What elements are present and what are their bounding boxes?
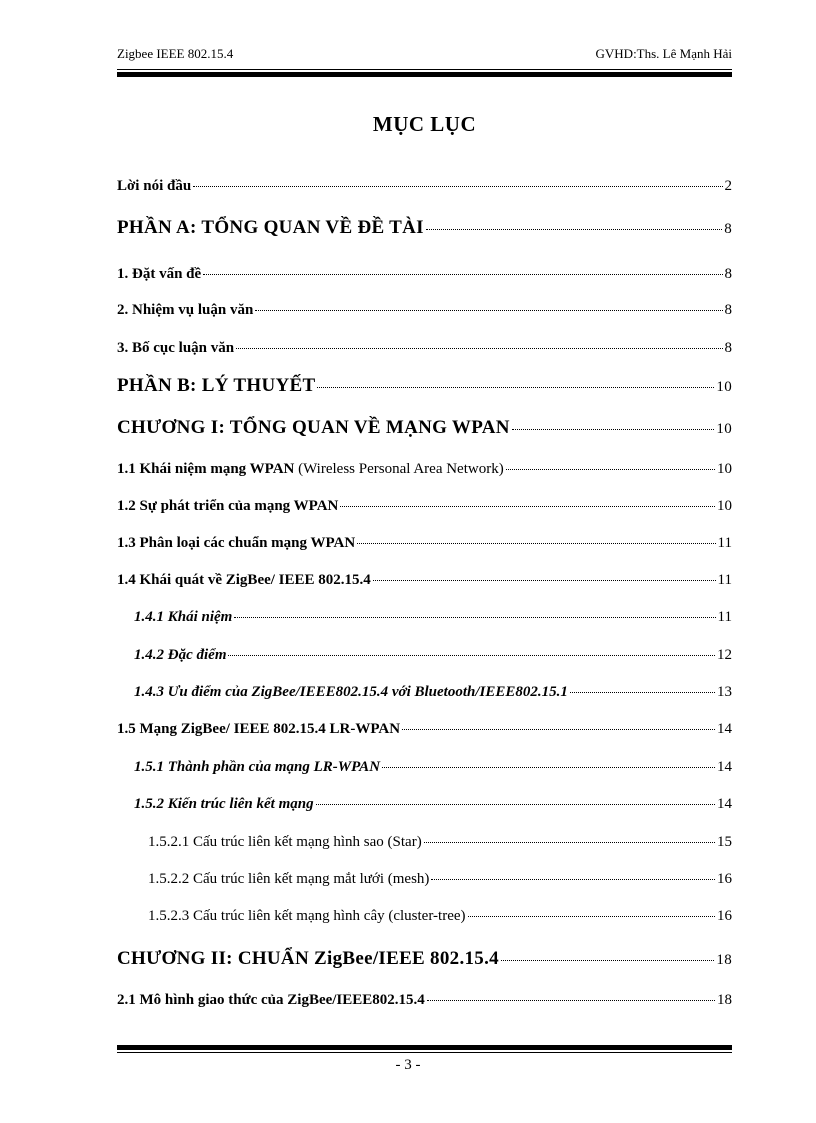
toc-entry	[117, 535, 732, 552]
toc-entry-page: 8	[724, 340, 732, 356]
toc-entry	[117, 340, 732, 357]
toc-entry	[134, 759, 732, 776]
toc-entry	[117, 417, 732, 439]
toc-entry-page: 18	[717, 992, 732, 1008]
toc-entry	[117, 572, 732, 589]
toc-entry-page: 16	[717, 908, 732, 924]
toc-entry-page: 15	[717, 834, 732, 850]
toc-entry	[117, 992, 732, 1009]
toc-entry	[117, 266, 732, 283]
toc-entry-label: 1.5.2 Kiến trúc liên kết mạng	[134, 796, 314, 812]
toc-entry-label: 1.5.2.2 Cấu trúc liên kết mạng mắt lưới (mesh)	[148, 871, 430, 887]
toc-entry-label: 1.4.3 Ưu điểm của ZigBee/IEEE802.15.4 với Bluetooth/IEEE802.15.1	[134, 684, 568, 700]
toc-entry-label: 1.4 Khái quát về ZigBee/ IEEE 802.15.4	[117, 572, 371, 588]
toc-entry-label: 2. Nhiệm vụ luận văn	[117, 302, 254, 318]
toc-entry-label: PHẦN B: LÝ THUYẾT	[117, 375, 316, 396]
page-title: MỤC LỤC	[372, 112, 477, 136]
header-rule	[117, 69, 732, 77]
toc-entry	[148, 908, 732, 925]
toc-entry-page: 14	[717, 759, 732, 775]
toc-entry-page: 10	[716, 379, 732, 395]
toc-entry-page: 8	[724, 221, 732, 237]
toc-entry-label: 1.3 Phân loại các chuẩn mạng WPAN	[117, 535, 356, 551]
toc-entry-label-suffix: (Wireless Personal Area Network)	[294, 461, 504, 477]
toc-entry-page: 11	[717, 572, 732, 588]
header-right-text: GVHD:Ths. Lê Mạnh Hải	[595, 46, 732, 61]
toc-entry-page: 14	[717, 721, 732, 737]
toc-entry	[134, 647, 732, 664]
toc-entry-label: 1.5.1 Thành phần của mạng LR-WPAN	[134, 759, 381, 775]
toc-entry-page: 11	[717, 609, 732, 625]
toc-entry-page: 10	[716, 421, 732, 437]
toc-entry-label: 1.4.1 Khái niệm	[134, 609, 233, 625]
toc-entry	[117, 375, 732, 397]
toc-entry-label: 1.2 Sự phát triển của mạng WPAN	[117, 498, 339, 514]
toc-entry-label: 1.5.2.1 Cấu trúc liên kết mạng hình sao (Star)	[148, 834, 422, 850]
toc-entry-label: 3. Bố cục luận văn	[117, 340, 235, 356]
toc-entry	[134, 796, 732, 813]
toc-entry-label: 1.5 Mạng ZigBee/ IEEE 802.15.4 LR-WPAN	[117, 721, 401, 737]
page-number: - 3 -	[395, 1057, 421, 1073]
footer-rule	[117, 1043, 732, 1053]
toc-entry-label: PHẦN A: TỔNG QUAN VỀ ĐỀ TÀI	[117, 217, 424, 238]
toc-entry-page: 12	[717, 647, 732, 663]
toc-entry-page: 8	[724, 302, 732, 318]
toc-entry-page: 2	[724, 178, 732, 194]
toc-entry-page: 18	[716, 952, 732, 968]
toc-entry	[134, 609, 732, 626]
toc-entry-label: CHƯƠNG I: TỔNG QUAN VỀ MẠNG WPAN	[117, 417, 510, 438]
toc-entry-page: 16	[717, 871, 732, 887]
toc-entry-page: 8	[724, 266, 732, 282]
toc-entry-page: 10	[717, 461, 732, 477]
toc-entry	[117, 948, 732, 970]
toc-entry	[117, 178, 732, 195]
toc-entry	[117, 461, 732, 478]
toc-entry-label: 2.1 Mô hình giao thức của ZigBee/IEEE802.15.4	[117, 992, 425, 1008]
toc-entry-page: 13	[717, 684, 732, 700]
toc-entry	[117, 721, 732, 738]
toc-entry-page: 10	[717, 498, 732, 514]
toc-entry-label: 1.1 Khái niệm mạng WPAN (Wireless Personal Area Network)	[117, 461, 504, 477]
toc-entry	[134, 684, 732, 701]
toc-entry-label: 1. Đặt vấn đề	[117, 266, 202, 282]
toc-entry-label: Lời nói đầu	[117, 178, 192, 194]
toc-entry-page: 11	[717, 535, 732, 551]
toc-entry	[117, 302, 732, 319]
toc-entry-label: 1.5.2.3 Cấu trúc liên kết mạng hình cây (cluster-tree)	[148, 908, 466, 924]
toc-entry	[117, 498, 732, 515]
toc-entry	[148, 834, 732, 851]
toc-entry-page: 14	[717, 796, 732, 812]
toc-entry-label: 1.4.2 Đặc điểm	[134, 647, 227, 663]
toc-entry	[148, 871, 732, 888]
toc-entry	[117, 217, 732, 239]
toc-entry-label: CHƯƠNG II: CHUẨN ZigBee/IEEE 802.15.4	[117, 948, 499, 969]
header-left-text: Zigbee IEEE 802.15.4	[117, 46, 234, 61]
